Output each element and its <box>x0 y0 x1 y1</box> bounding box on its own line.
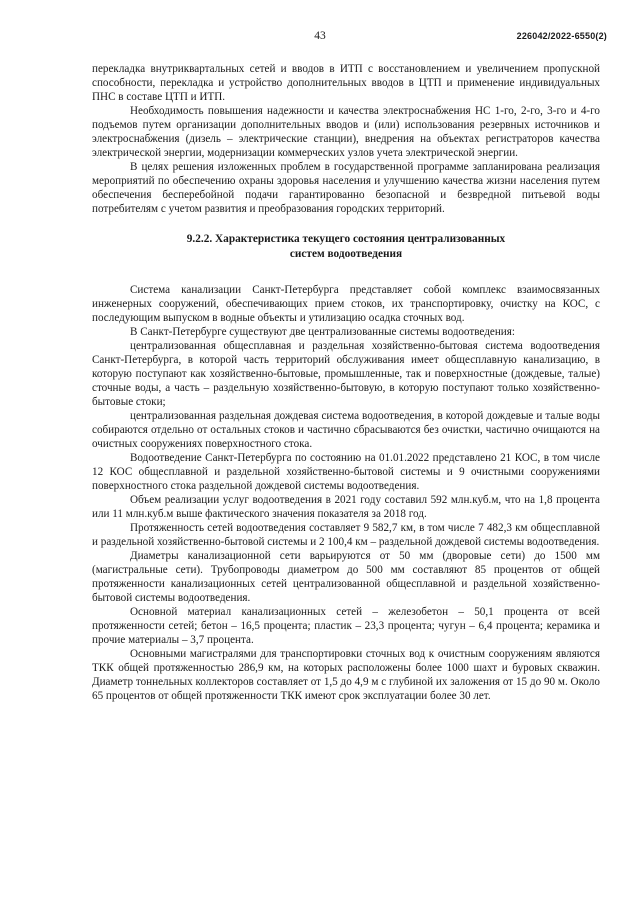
paragraph: Основной материал канализационных сетей – железобетон – 50,1 процента от всей протяженности сетей; бетон – 16,5 процента; пластик – 23,3 процента; чугун – 6,4 процента; керамика и прочие материалы – 3,7 процента. <box>92 606 600 646</box>
paragraph: Объем реализации услуг водоотведения в 2021 году составил 592 млн.куб.м, что на 1,8 процента или 11 млн.куб.м выше фактического значения показателя за 2018 год. <box>92 494 600 520</box>
paragraph: централизованная раздельная дождевая система водоотведения, в которой дождевые и талые воды собираются отдельно от остальных стоков и частично сбрасываются без очистки, частично очищаются на очистных сооружениях поверхностного стока. <box>92 410 600 450</box>
section-heading-line: 9.2.2. Характеристика текущего состояния централизованных <box>186 233 506 245</box>
paragraph: перекладка внутриквартальных сетей и вводов в ИТП с восстановлением и увеличением пропускной способности, перекладка и устройство дополнительных вводов в ЦТП и применение индивидуальных ПНС в составе ЦТП и ИТП. <box>92 63 600 103</box>
document-body <box>92 62 600 703</box>
paragraph: В Санкт-Петербурге существуют две централизованные системы водоотведения: <box>130 326 515 338</box>
paragraph: Водоотведение Санкт-Петербурга по состоянию на 01.01.2022 представлено 21 КОС, в том числе 12 КОС общесплавной и раздельной хозяйственно-бытовой системы и 9 очистными сооружениями поверхностного стока раздельной дождевой системы водоотведения. <box>92 452 600 492</box>
document-id: 226042/2022-6550(2) <box>516 31 607 41</box>
paragraph: Основными магистралями для транспортировки сточных вод к очистным сооружениям являются ТКК общей протяженностью 286,9 км, на которых расположены более 1000 шахт и буровых скважин. Диаметр тоннельных коллекторов составляет от 1,5 до 4,9 м с глубиной их заложения от 15 до 90 м. Около 65 процентов от общей протяженности ТКК имеют срок эксплуатации более 30 лет. <box>92 648 600 702</box>
paragraph: централизованная общесплавная и раздельная хозяйственно-бытовая система водоотведения Санкт-Петербурга, в которой часть территорий обслуживания имеет общесплавную канализацию, в которую поступают как хозяйственно-бытовые, промышленные, так и поверхностные (дождевые, талые) сточные воды, а часть – раздельную хозяйственно-бытовую, в которую поступают только хозяйственно-бытовые стоки; <box>92 340 600 408</box>
paragraph: Диаметры канализационной сети варьируются от 50 мм (дворовые сети) до 1500 мм (магистральные сети). Трубопроводы диаметром до 500 мм составляют 85 процентов от общей протяженности канализационных сетей централизованной общесплавной и раздельной хозяйственно-бытовой системы водоотведения. <box>92 550 600 604</box>
paragraph: Система канализации Санкт-Петербурга представляет собой комплекс взаимосвязанных инженерных сооружений, обеспечивающих прием стоков, их транспортировку, очистку на КОС, с последующим выпуском в водные объекты и утилизацию осадка сточных вод. <box>92 284 600 324</box>
paragraph: Протяженность сетей водоотведения составляет 9 582,7 км, в том числе 7 482,3 км общесплавной и раздельной хозяйственно-бытовой системы и 2 100,4 км – раздельной дождевой системы водоотведения. <box>92 522 600 548</box>
page-number: 43 <box>314 30 326 42</box>
paragraph: В целях решения изложенных проблем в государственной программе запланирована реализация мероприятий по обеспечению охраны здоровья населения и улучшению качества жизни населения путем обеспечения бесперебойной подачи гарантированно безопасной и безвредной питьевой воды потребителям с учетом развития и преобразования городских территорий. <box>92 161 600 215</box>
section-heading-line: систем водоотведения <box>289 247 403 260</box>
paragraph: Необходимость повышения надежности и качества электроснабжения НС 1-го, 2-го, 3-го и 4-го подъемов путем организации дополнительных вводов и (или) использования резервных источников и электроснабжения (дизель – электрические станции), внедрения на объектах регистраторов качества электрической энергии, модернизации коммерческих узлов учета электрической энергии. <box>92 105 600 159</box>
section-heading <box>92 232 600 261</box>
